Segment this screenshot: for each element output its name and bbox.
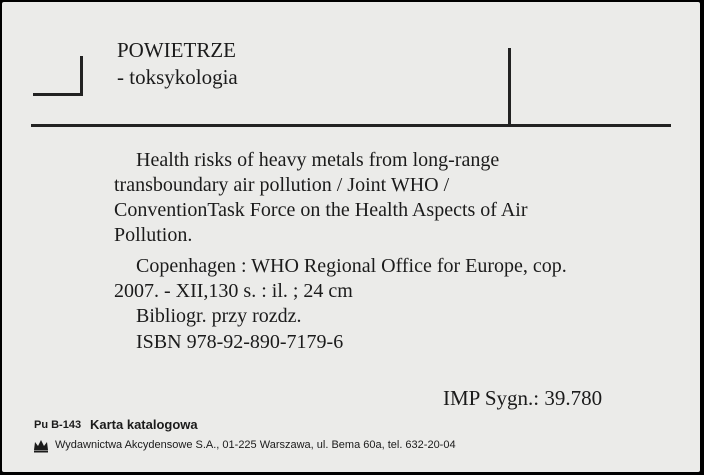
vertical-divider xyxy=(508,48,511,126)
crown-icon xyxy=(33,439,49,453)
corner-mark-horizontal xyxy=(33,93,83,96)
corner-mark-vertical xyxy=(80,56,83,96)
horizontal-divider xyxy=(31,124,671,127)
entry-line: 2007. - XII,130 s. : il. ; 24 cm xyxy=(114,280,353,302)
entry-line: Health risks of heavy metals from long-range xyxy=(136,149,500,171)
entry-line: Pollution. xyxy=(114,224,193,246)
publisher-info: Wydawnictwa Akcydensowe S.A., 01-225 Warszawa, ul. Bema 60a, tel. 632-20-04 xyxy=(55,439,456,451)
form-code: Pu B-143 xyxy=(34,419,82,431)
entry-line: transboundary air pollution / Joint WHO / xyxy=(114,174,450,196)
call-number: IMP Sygn.: 39.780 xyxy=(443,386,603,410)
subject-subheading: - toksykologia xyxy=(117,65,238,89)
form-title: Karta katalogowa xyxy=(90,417,198,432)
catalog-card xyxy=(2,2,700,472)
entry-line: Bibliogr. przy rozdz. xyxy=(136,305,302,327)
entry-line: ISBN 978-92-890-7179-6 xyxy=(136,331,344,353)
entry-line: Copenhagen : WHO Regional Office for Europe, cop. xyxy=(136,255,567,277)
entry-line: ConventionTask Force on the Health Aspects of Air xyxy=(114,199,528,221)
subject-heading: POWIETRZE xyxy=(117,38,236,62)
